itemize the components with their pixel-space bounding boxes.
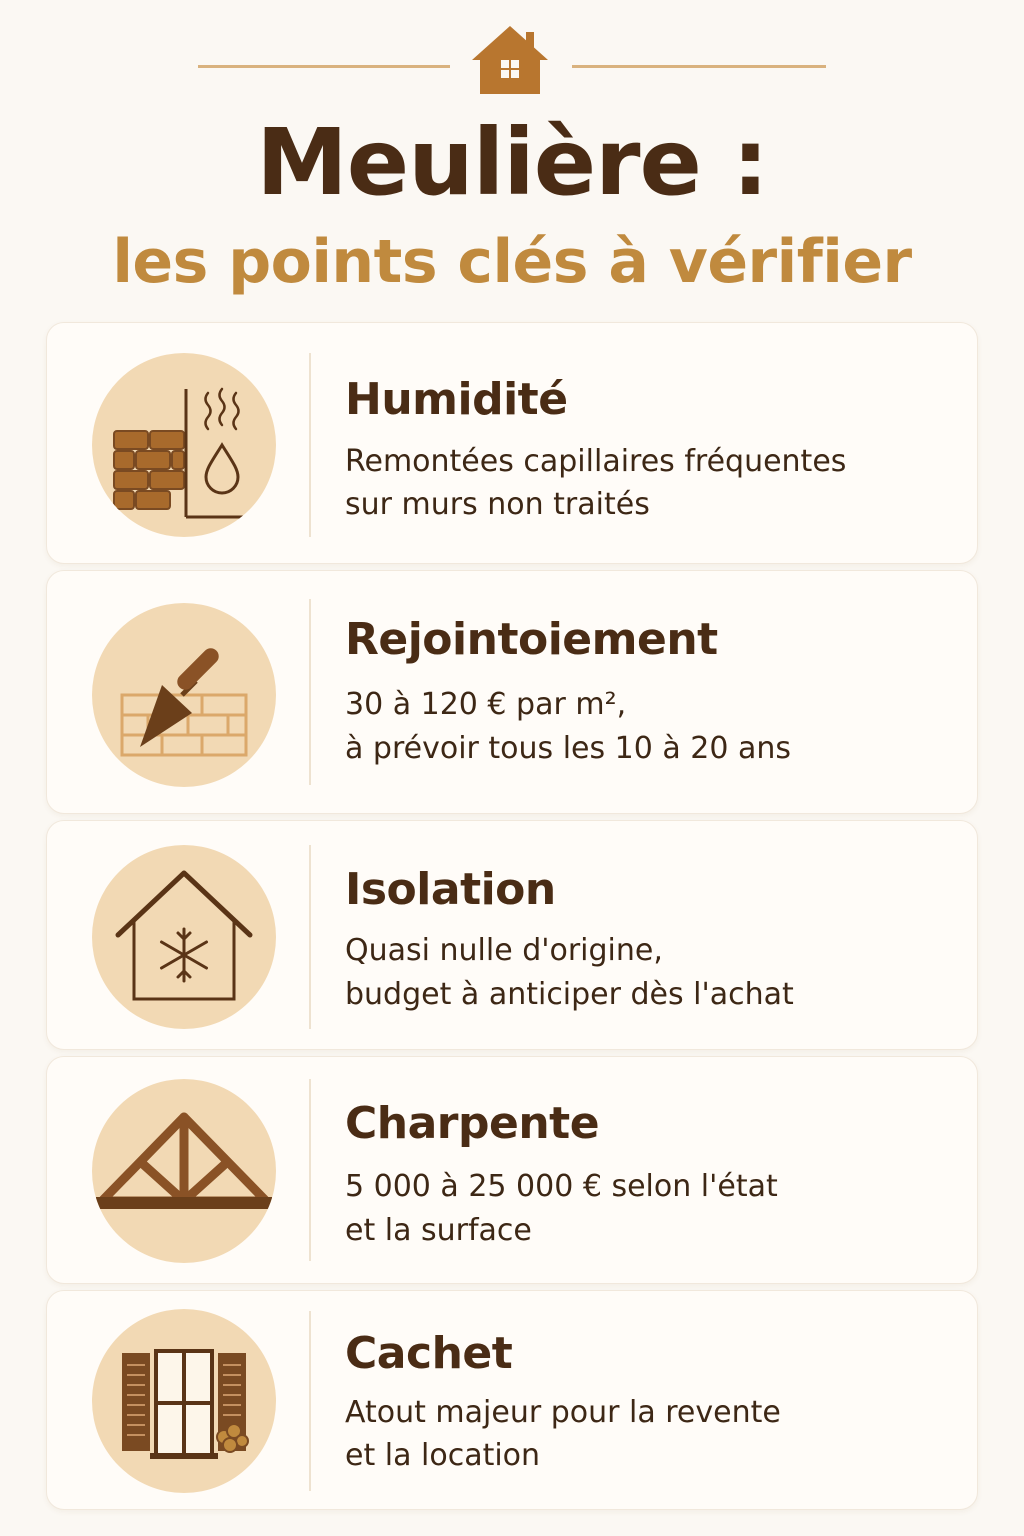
card-description-line2: sur murs non traités	[345, 487, 650, 522]
card-title: Humidité	[345, 374, 568, 425]
card-divider	[309, 353, 311, 537]
card-description-line1: 30 à 120 € par m²,	[345, 687, 627, 722]
card-title: Charpente	[345, 1098, 600, 1149]
card-cachet	[46, 1290, 978, 1510]
house-snowflake-icon	[92, 845, 276, 1029]
card-title: Isolation	[345, 864, 556, 915]
card-description-line1: Atout majeur pour la revente	[345, 1395, 781, 1430]
card-description-line2: budget à anticiper dès l'achat	[345, 977, 794, 1012]
house-icon	[468, 22, 552, 98]
card-humidite	[46, 322, 978, 564]
roof-truss-icon	[92, 1079, 276, 1263]
card-description-line2: à prévoir tous les 10 à 20 ans	[345, 731, 792, 766]
card-charpente	[46, 1056, 978, 1284]
header-rule-right	[572, 65, 826, 68]
card-description-line1: Remontées capillaires fréquentes	[345, 444, 847, 479]
humidity-wall-icon	[92, 353, 276, 537]
card-description-line2: et la location	[345, 1438, 541, 1473]
card-rejointoiement	[46, 570, 978, 814]
trowel-icon	[92, 603, 276, 787]
page-title: Meulière :	[256, 109, 768, 216]
page-subtitle: les points clés à vérifier	[112, 227, 912, 297]
card-title: Rejointoiement	[345, 614, 718, 665]
card-divider	[309, 845, 311, 1029]
card-description-line1: 5 000 à 25 000 € selon l'état	[345, 1169, 778, 1204]
card-description-line1: Quasi nulle d'origine,	[345, 933, 663, 968]
card-divider	[309, 1311, 311, 1491]
card-description-line2: et la surface	[345, 1213, 532, 1248]
header-rule-left	[198, 65, 450, 68]
header	[0, 0, 1024, 310]
card-divider	[309, 1079, 311, 1261]
card-divider	[309, 599, 311, 785]
card-title: Cachet	[345, 1328, 513, 1379]
card-isolation	[46, 820, 978, 1050]
window-shutters-icon	[92, 1309, 276, 1493]
